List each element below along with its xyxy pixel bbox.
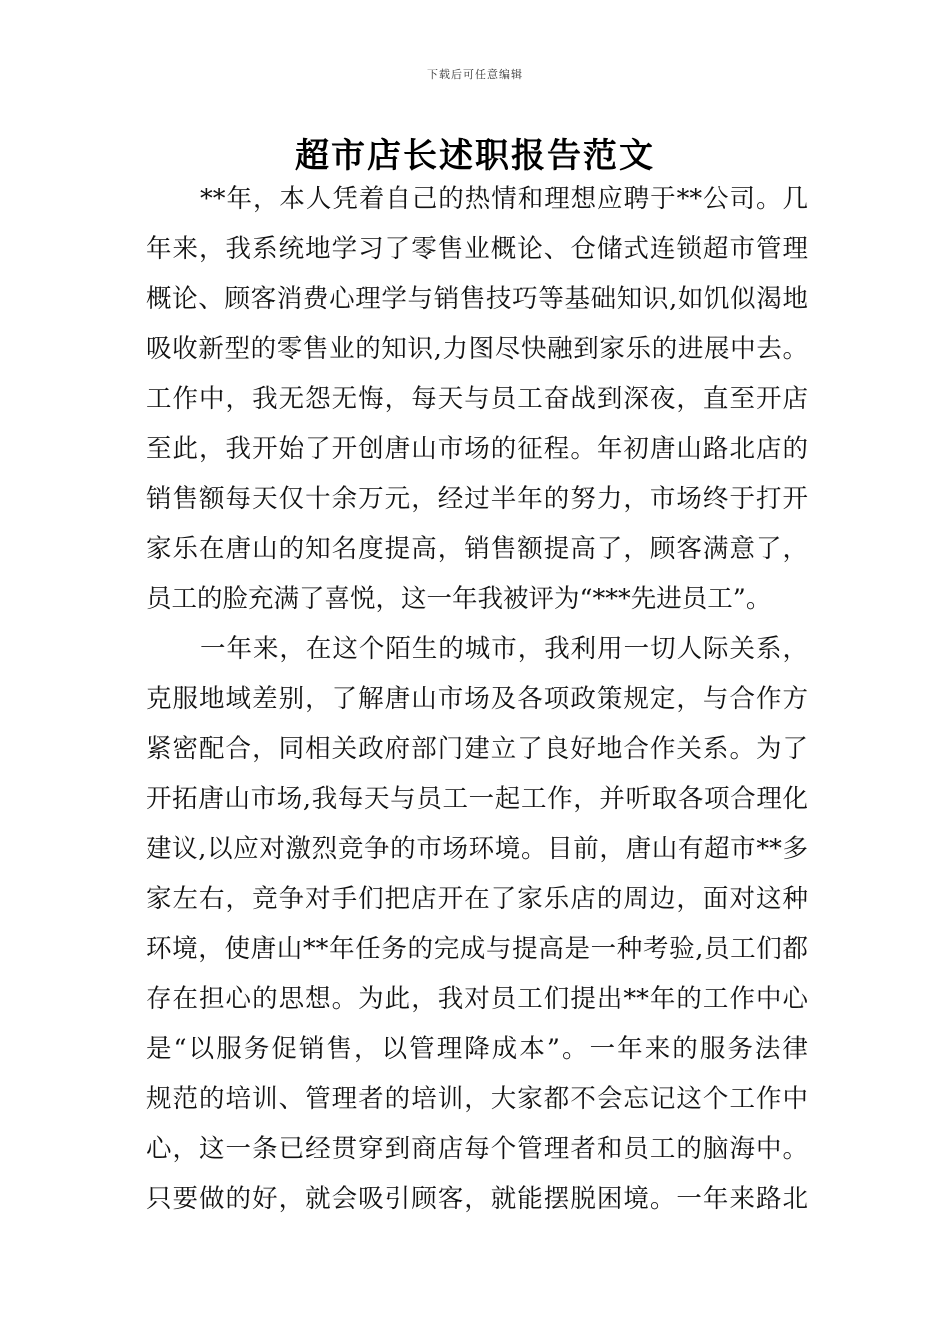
paragraph-line: 概论、顾客消费心理学与销售技巧等基础知识,如饥似渴地 [146,284,808,314]
paragraph-line: 吸收新型的零售业的知识,力图尽快融到家乐的进展中去。 [146,334,808,364]
paragraph-line: 紧密配合，同相关政府部门建立了良好地合作关系。为了 [146,734,808,764]
paragraph-line: 规范的培训、管理者的培训，大家都不会忘记这个工作中 [146,1084,808,1114]
paragraph-line: 是“以服务促销售，以管理降成本”。一年来的服务法律 [146,1034,808,1064]
paragraph-line: 环境，使唐山**年任务的完成与提高是一种考验,员工们都 [146,934,808,964]
paragraph-line: **年，本人凭着自己的热情和理想应聘于**公司。几 [200,184,808,214]
paragraph-line: 家左右，竞争对手们把店开在了家乐店的周边，面对这种 [146,884,808,914]
document-body [146,174,808,1224]
paragraph-line: 家乐在唐山的知名度提高，销售额提高了，顾客满意了， [146,534,808,564]
header-note: 下载后可任意编辑 [427,68,523,81]
paragraph-line: 心，这一条已经贯穿到商店每个管理者和员工的脑海中。 [146,1134,808,1164]
paragraph-line: 克服地域差别，了解唐山市场及各项政策规定，与合作方 [146,684,808,714]
paragraph-line: 销售额每天仅十余万元，经过半年的努力，市场终于打开 [146,484,808,514]
paragraph-line: 建议,以应对激烈竞争的市场环境。目前，唐山有超市**多 [146,834,808,864]
paragraph-line: 工作中，我无怨无悔，每天与员工奋战到深夜，直至开店 [146,384,808,414]
paragraph-line: 年来，我系统地学习了零售业概论、仓储式连锁超市管理 [146,234,808,264]
document-title: 超市店长述职报告范文 [295,136,655,176]
paragraph-line: 存在担心的思想。为此，我对员工们提出**年的工作中心 [146,984,808,1014]
paragraph-line: 至此，我开始了开创唐山市场的征程。年初唐山路北店的 [146,434,808,464]
paragraph-line: 开拓唐山市场,我每天与员工一起工作，并听取各项合理化 [146,784,808,814]
paragraph-line: 只要做的好，就会吸引顾客，就能摆脱困境。一年来路北 [146,1184,808,1214]
paragraph-line: 一年来，在这个陌生的城市，我利用一切人际关系， [200,634,808,664]
paragraph-line: 员工的脸充满了喜悦，这一年我被评为“***先进员工”。 [146,584,772,614]
